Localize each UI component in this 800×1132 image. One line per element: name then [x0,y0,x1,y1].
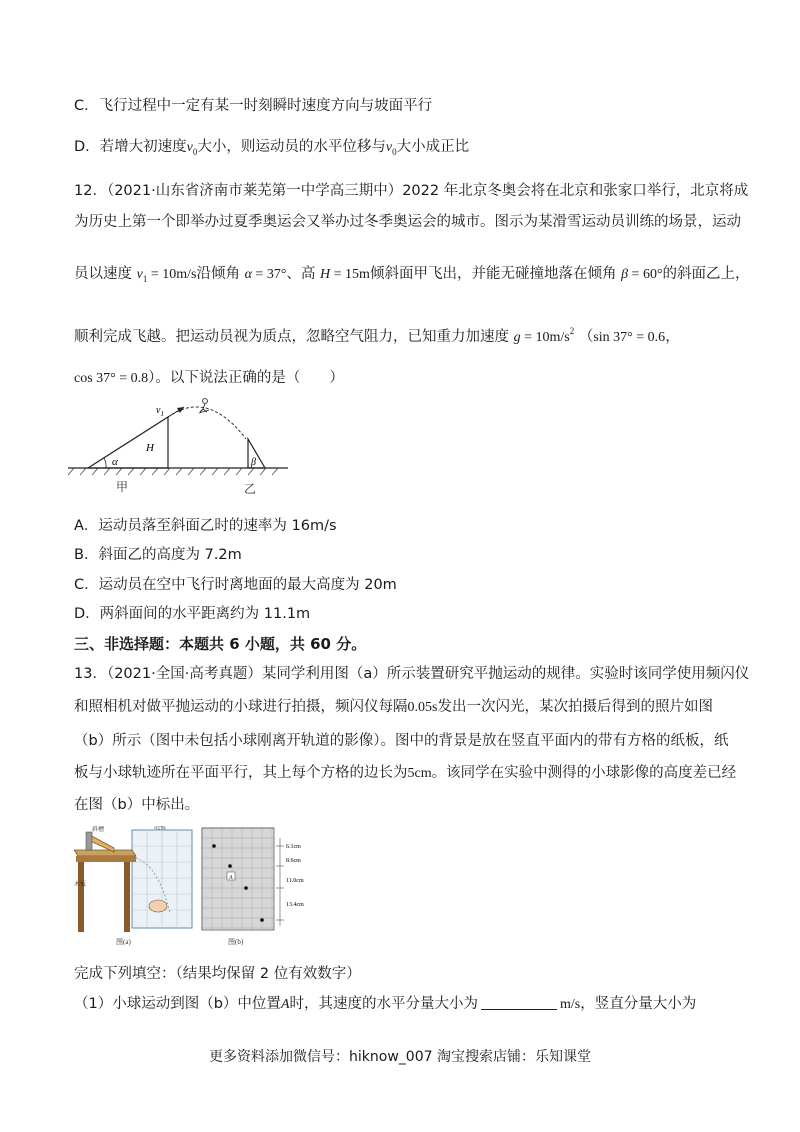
q13-line-3: （b）所示（图中未包括小球刚离开轨道的影像）。图中的背景是放在竖直平面内的带有方格的纸板，纸 [74,733,729,749]
alpha-expr: α = 37° [244,267,287,282]
skier-icon [199,399,209,413]
beta-expr: β = 60° [621,267,663,282]
q13-line-2: 和照相机对做平抛运动的小球进行拍摄，频闪仪每隔0.05s发出一次闪光，某次拍摄后得到的照片如图 [74,699,713,715]
h-expr: H = 15m [320,267,370,282]
option-c-prev: C．飞行过程中一定有某一时刻瞬时速度方向与坡面平行 [74,98,433,114]
fig-a-label: 图(a) [116,938,131,946]
footer-ad: 更多资料添加微信号：hiknow_007 淘宝搜索店铺：乐知课堂 [209,1049,591,1065]
svg-text:13.4cm: 13.4cm [286,902,304,908]
option-d-prev: D．若增大初速度$v_0$大小，则运动员的水平位移与$v_0$大小成正比 [74,139,470,157]
yi-label: 乙 [244,482,257,495]
svg-text:纸板: 纸板 [154,826,167,831]
q12-option-d: D．两斜面间的水平距离约为 11.1m [74,606,311,622]
svg-text:8.6cm: 8.6cm [286,858,301,864]
fill-intro: 完成下列填空：（结果均保留 2 位有效数字） [74,966,361,982]
q12-line-1: 12．（2021·山东省济南市莱芜第一中学高三期中）2022 年北京冬奥会将在北京和张家口举行，北京将成 [74,183,749,199]
v1-label: $v_1$ [156,405,164,418]
alpha-label: α [112,456,118,468]
svg-text:木板: 木板 [74,882,87,888]
jia-label: 甲 [116,480,129,494]
svg-text:11.0cm: 11.0cm [286,878,304,884]
cm-expr: 5cm [407,766,432,781]
q12-option-c: C．运动员在空中飞行时离地面的最大高度为 20m [74,577,397,593]
beta-label: β [251,457,256,468]
q13-figure-b [200,826,316,948]
q12-figure [68,395,288,495]
v1-expr: $v_1 = 10m/s$ [136,267,197,284]
section-3-heading: 三、非选择题：本题共 6 小题，共 60 分。 [74,635,367,653]
sin-expr: sin 37° = 0.6 [593,330,666,345]
svg-text:斜槽: 斜槽 [92,827,105,833]
g-expr: $g = 10m/s^2$ [513,326,575,345]
svg-text:6.1cm: 6.1cm [286,844,301,850]
q12-option-b: B．斜面乙的高度为 7.2m [74,547,242,563]
svg-text:A: A [229,875,233,881]
dt-expr: 0.05s [407,700,438,715]
answer-blank[interactable] [481,995,557,1010]
q12-line-4: 顺利完成飞越。把运动员视为质点，忽略空气阻力，已知重力加速度 $g = 10m/s^2$ （sin 37° = 0.6， [74,326,680,345]
q12-option-a: A．运动员落至斜面乙时的速率为 16m/s [74,518,337,534]
q13-line-5: 在图（b）中标出。 [74,797,200,813]
q13-line-4: 板与小球轨迹所在平面平行，其上每个方格的边长为5cm。该同学在实验中测得的小球影像的高度差已经 [74,765,737,781]
unit-ms: m/s [560,997,581,1012]
cos-expr: cos 37° = 0.8 [74,371,149,386]
q12-line-5: cos 37° = 0.8）。以下说法正确的是（ ） [74,370,344,386]
q12-line-2: 为历史上第一个即举办过夏季奥运会又举办过冬季奥运会的城市。图示为某滑雪运动员训练的场景，运动 [74,214,741,230]
fill-question-1: （1）小球运动到图（b）中位置A时，其速度的水平分量大小为 m/s，竖直分量大小为 [74,996,697,1012]
h-label: H [146,442,154,454]
q13-figure-a [74,826,198,948]
fig-b-label: 图(b) [228,938,244,946]
q13-line-1: 13．（2021·全国·高考真题）某同学利用图（a）所示装置研究平抛运动的规律。实验时该同学使用频闪仪 [74,666,750,682]
v0-symbol: $v_0$ [385,140,397,157]
q12-line-3: 员以速度 $v_1 = 10m/s$沿倾角 α = 37°、高 H = 15m倾斜面甲飞出，并能无碰撞地落在倾角 β = 60°的斜面乙上， [74,266,750,284]
v0-symbol: $v_0$ [186,140,198,157]
